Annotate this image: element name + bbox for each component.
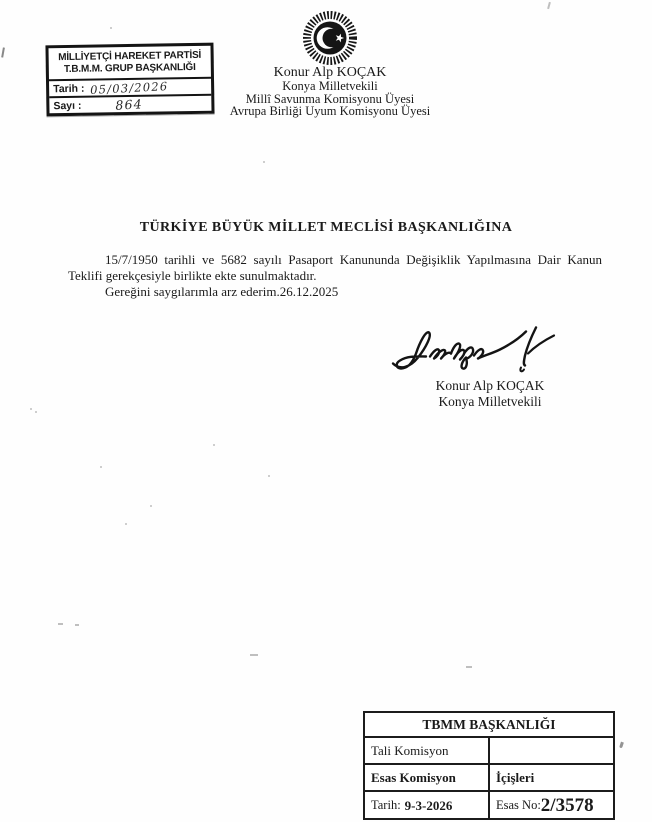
- stamp-number-label: Sayı :: [53, 99, 82, 112]
- scan-speck: [75, 624, 79, 626]
- scan-speck: [268, 475, 270, 477]
- scan-speck: [30, 408, 32, 410]
- scan-speck: [213, 444, 215, 446]
- esas-komisyon-value: İçişleri: [488, 765, 613, 792]
- scan-speck: [35, 411, 37, 413]
- letterhead-title-constituency: Konya Milletvekili: [282, 79, 378, 93]
- tali-komisyon-label: Tali Komisyon: [365, 738, 488, 765]
- tbmm-crescent-star-seal-icon: [301, 9, 359, 67]
- scan-corner-mark: [1, 47, 11, 58]
- letter-body: [68, 252, 602, 299]
- party-name: MİLLİYETÇİ HAREKET PARTİSİ: [58, 49, 202, 64]
- stamp-date-handwritten-value: 05/03/2026: [90, 78, 170, 97]
- tarih-value: 9-3-2026: [404, 797, 453, 813]
- stamp-date-label: Tarih :: [53, 82, 85, 95]
- scan-speck: [58, 623, 63, 625]
- scan-speck: [110, 27, 112, 29]
- scan-speck: [150, 505, 152, 507]
- tarih-cell: [365, 792, 488, 818]
- letter-paragraph-2: Gereğini saygılarımla arz ederim.26.12.2025: [105, 283, 339, 299]
- routing-table-title: TBMM BAŞKANLIĞI: [365, 713, 613, 738]
- scan-speck: [547, 2, 551, 9]
- handwritten-signature-icon: [388, 323, 563, 379]
- letterhead: [155, 65, 505, 118]
- signatory-name: Konur Alp KOÇAK: [435, 378, 545, 393]
- scan-speck: [100, 466, 102, 468]
- letterhead-title-commission-2: Avrupa Birliği Uyum Komisyonu Üyesi: [229, 104, 431, 119]
- letter-paragraph-1: 15/7/1950 tarihli ve 5682 sayılı Pasaport Kanununda Değişiklik Yapılmasına Dair Kanun Teklifi gerekçesiyle birlikte ekte sunulmaktadır.: [68, 252, 602, 283]
- letterhead-title-commission-1: Millî Savunma Komisyonu Üyesi: [245, 91, 415, 106]
- letterhead-name: Konur Alp KOÇAK: [273, 65, 387, 80]
- scan-speck: [466, 666, 472, 668]
- scan-speck: [619, 742, 624, 749]
- tarih-label: Tarih:: [371, 798, 401, 812]
- scan-speck: [263, 161, 265, 163]
- party-group-office: T.B.M.M. GRUP BAŞKANLIĞI: [63, 61, 196, 76]
- scan-speck: [250, 654, 258, 656]
- esas-no-label: Esas No:: [496, 798, 541, 812]
- routing-table: [363, 711, 615, 820]
- esas-no-value: 2/3578: [540, 795, 594, 816]
- signatory-title: Konya Milletvekili: [438, 393, 542, 409]
- letter-heading: TÜRKİYE BÜYÜK MİLLET MECLİSİ BAŞKANLIĞINA: [139, 220, 513, 235]
- stamp-number-handwritten-value: 864: [115, 96, 144, 113]
- signatory-block: [400, 378, 580, 409]
- scan-speck: [125, 523, 127, 525]
- tali-komisyon-value: [488, 738, 613, 765]
- esas-komisyon-label: Esas Komisyon: [365, 765, 488, 792]
- esas-no-cell: [488, 792, 613, 818]
